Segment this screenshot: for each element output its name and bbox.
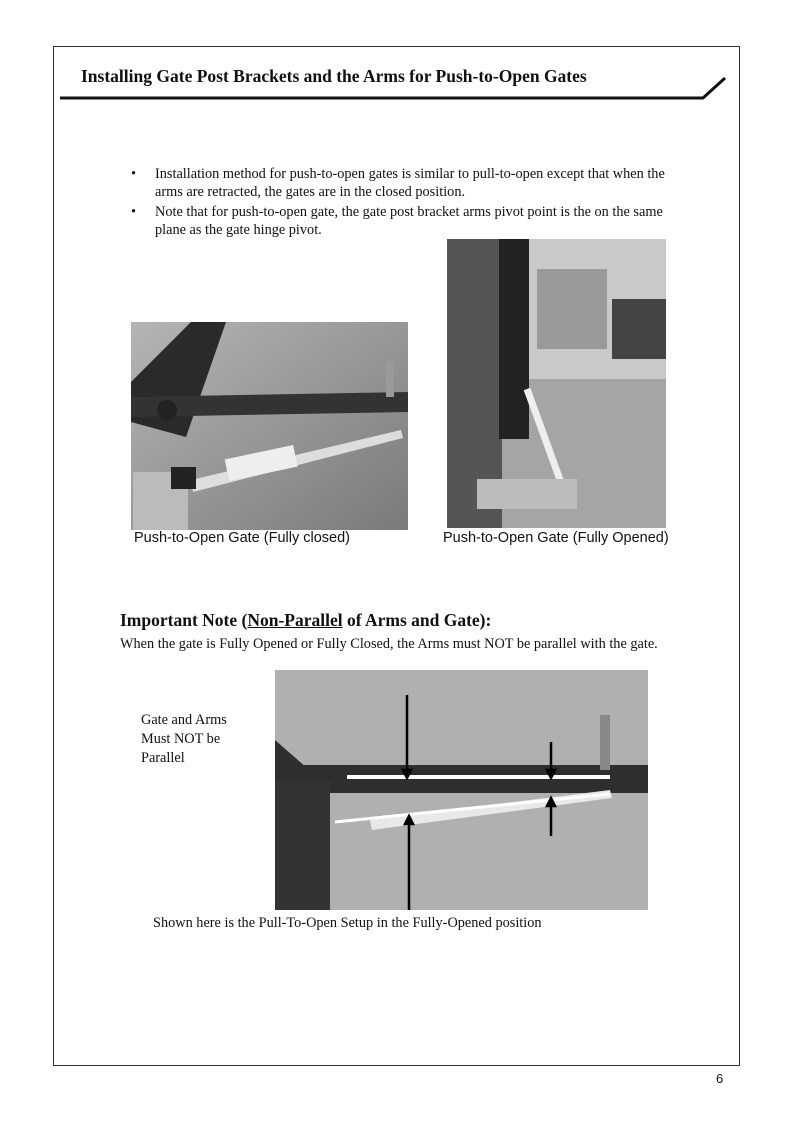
- important-note-heading: [120, 610, 491, 631]
- bullet-text: Installation method for push-to-open gates is similar to pull-to-open except that when the arms are retracted, the gates are in the closed position.: [155, 166, 665, 200]
- heading-prefix: Important Note (: [120, 610, 248, 630]
- bullet-item: [131, 203, 691, 239]
- page-number: 6: [716, 1071, 724, 1086]
- side-note-line: Parallel: [141, 750, 185, 766]
- side-note-line: Must NOT be: [141, 731, 221, 747]
- caption-fully-opened: Push-to-Open Gate (Fully Opened): [443, 530, 669, 546]
- bullet-icon: •: [131, 166, 137, 182]
- page-title: Installing Gate Post Brackets and the Arms for Push-to-Open Gates: [81, 66, 587, 86]
- important-note-body: When the gate is Fully Opened or Fully Closed, the Arms must NOT be parallel with the gate.: [120, 636, 658, 652]
- caption-fully-closed: Push-to-Open Gate (Fully closed): [134, 530, 350, 546]
- photo-fully-closed: [131, 322, 408, 530]
- heading-underlined: Non-Parallel: [247, 610, 343, 630]
- bullet-text: Note that for push-to-open gate, the gate post bracket arms pivot point is the on the same plane as the gate hinge pivot.: [155, 204, 663, 238]
- side-note-line: Gate and Arms: [141, 712, 227, 728]
- side-note: [141, 711, 261, 768]
- title-rule: [58, 74, 730, 104]
- bullet-item: [131, 165, 691, 201]
- heading-suffix: of Arms and Gate):: [342, 610, 492, 630]
- bullet-icon: •: [131, 204, 137, 220]
- photo-non-parallel: [275, 670, 648, 910]
- photo-fully-opened: [447, 239, 666, 528]
- non-parallel-caption: Shown here is the Pull-To-Open Setup in the Fully-Opened position: [153, 915, 542, 931]
